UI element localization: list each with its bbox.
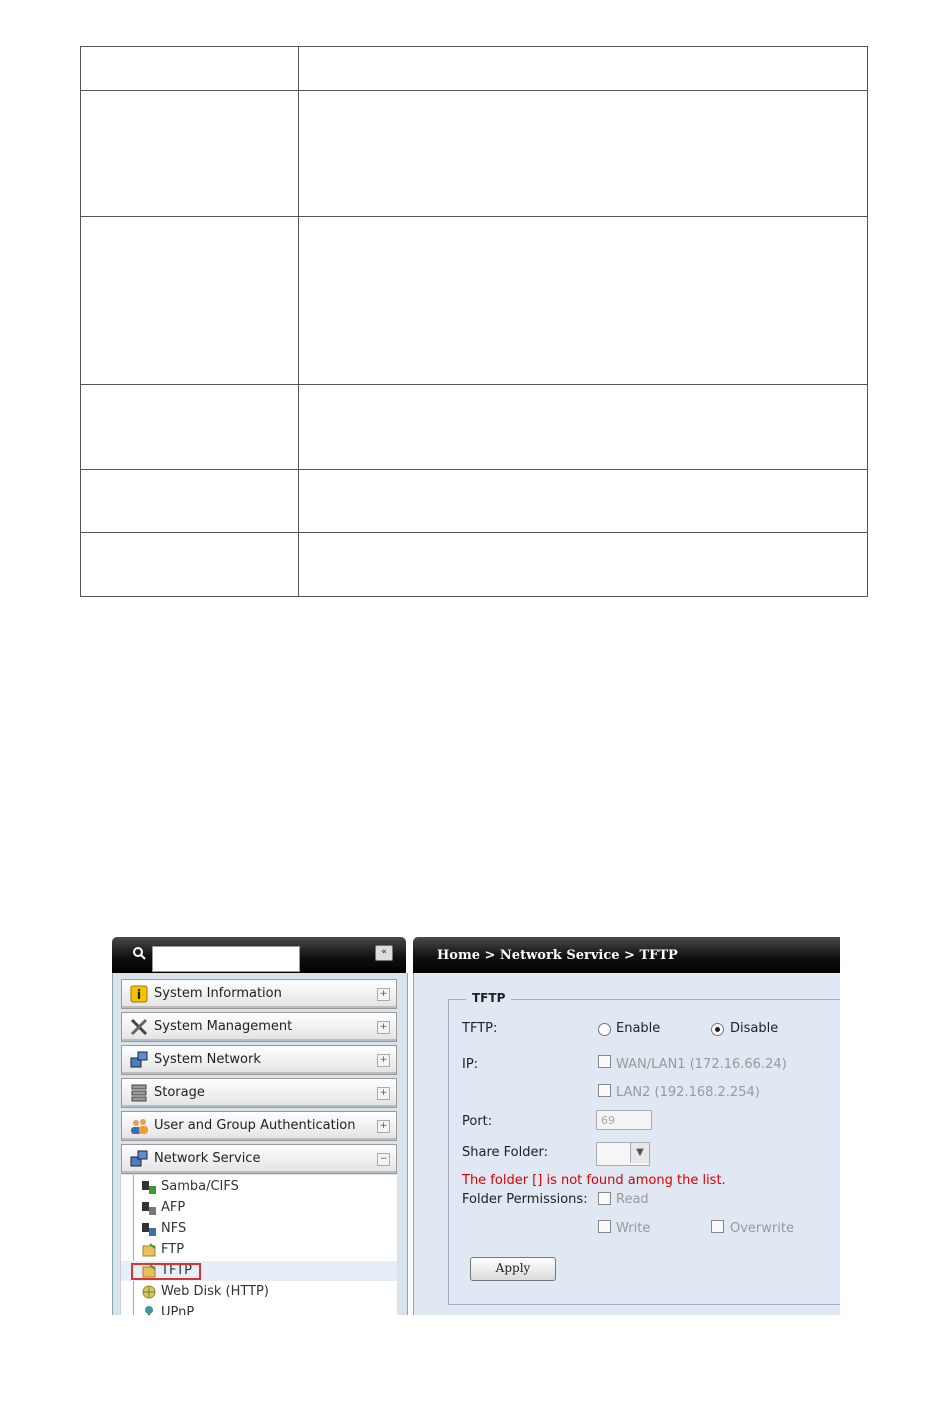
menu-item-system-management[interactable] — [121, 1012, 397, 1042]
menu-item-storage[interactable] — [121, 1078, 397, 1108]
nfs-icon — [141, 1221, 157, 1237]
submenu-item-label: TFTP — [161, 1263, 192, 1278]
menu-item-label: User and Group Authentication — [154, 1118, 356, 1133]
menu-item-user-group-authentication[interactable] — [121, 1111, 397, 1141]
submenu-item-web-disk[interactable] — [121, 1282, 397, 1302]
menu-item-label: System Network — [154, 1052, 261, 1067]
table-cell — [81, 47, 299, 91]
tools-icon — [129, 1017, 149, 1037]
fieldset-legend: TFTP — [466, 991, 511, 1005]
enable-label: Enable — [616, 1021, 661, 1036]
tftp-settings-screenshot — [112, 935, 840, 1315]
submenu-item-label: Samba/CIFS — [161, 1179, 239, 1194]
expand-icon[interactable]: + — [377, 1054, 390, 1067]
expand-icon[interactable]: + — [377, 1021, 390, 1034]
table-cell — [81, 470, 299, 533]
collapse-icon[interactable]: − — [377, 1153, 390, 1166]
collapse-sidebar-button[interactable]: « — [375, 945, 393, 961]
port-input[interactable]: 69 — [596, 1110, 652, 1130]
expand-icon[interactable]: + — [377, 1120, 390, 1133]
enable-radio[interactable] — [598, 1023, 611, 1036]
expand-icon[interactable]: + — [377, 988, 390, 1001]
table-cell — [299, 533, 868, 597]
tftp-highlight-box — [131, 1263, 201, 1280]
lan2-label: LAN2 (192.168.2.254) — [616, 1085, 760, 1100]
search-input[interactable] — [152, 946, 300, 972]
submenu-item-label: FTP — [161, 1242, 185, 1257]
svg-text:i: i — [136, 988, 142, 1003]
network-icon — [129, 1050, 149, 1070]
document-table — [80, 46, 868, 597]
menu-item-label: Network Service — [154, 1151, 261, 1166]
overwrite-checkbox[interactable] — [711, 1220, 724, 1233]
lan2-checkbox[interactable] — [598, 1084, 611, 1097]
menu-item-system-information[interactable] — [121, 979, 397, 1009]
content-header — [413, 937, 840, 973]
read-checkbox[interactable] — [598, 1192, 611, 1205]
breadcrumb: Home > Network Service > TFTP — [437, 948, 678, 963]
table-cell — [299, 91, 868, 217]
table-cell — [81, 533, 299, 597]
submenu-item-label: UPnP — [161, 1305, 195, 1315]
port-label: Port: — [462, 1114, 493, 1129]
write-checkbox[interactable] — [598, 1220, 611, 1233]
folder-error-message: The folder [] is not found among the list. — [462, 1173, 726, 1188]
menu-item-label: Storage — [154, 1085, 205, 1100]
table-cell — [299, 470, 868, 533]
table-cell — [81, 385, 299, 470]
storage-icon — [129, 1083, 149, 1103]
sidebar-header — [112, 937, 406, 973]
search-icon — [132, 946, 146, 960]
wan-lan1-checkbox[interactable] — [598, 1055, 611, 1068]
network-service-submenu — [120, 1175, 397, 1315]
submenu-item-nfs[interactable] — [121, 1219, 397, 1239]
afp-icon — [141, 1200, 157, 1216]
submenu-item-ftp[interactable] — [121, 1240, 397, 1260]
upnp-icon — [141, 1305, 157, 1315]
content-panel — [413, 973, 840, 1315]
web-disk-icon — [141, 1284, 157, 1300]
disable-label: Disable — [730, 1021, 779, 1036]
table-cell — [299, 47, 868, 91]
menu-item-system-network[interactable] — [121, 1045, 397, 1075]
apply-button[interactable]: Apply — [470, 1257, 556, 1281]
tftp-label: TFTP: — [462, 1021, 498, 1036]
table-cell — [81, 91, 299, 217]
wan-lan1-label: WAN/LAN1 (172.16.66.24) — [616, 1057, 787, 1072]
write-label: Write — [616, 1221, 651, 1236]
read-label: Read — [616, 1192, 649, 1207]
share-folder-label: Share Folder: — [462, 1145, 548, 1160]
submenu-item-afp[interactable] — [121, 1198, 397, 1218]
expand-icon[interactable]: + — [377, 1087, 390, 1100]
share-folder-select[interactable] — [596, 1142, 650, 1166]
menu-item-label: System Management — [154, 1019, 293, 1034]
network-service-icon — [129, 1149, 149, 1169]
menu-item-network-service[interactable] — [121, 1144, 397, 1174]
menu-item-label: System Information — [154, 986, 282, 1001]
table-cell — [299, 217, 868, 385]
submenu-item-label: AFP — [161, 1200, 186, 1215]
ip-label: IP: — [462, 1057, 479, 1072]
samba-icon — [141, 1179, 157, 1195]
disable-radio[interactable] — [711, 1023, 724, 1036]
submenu-item-label: NFS — [161, 1221, 187, 1236]
users-icon — [129, 1116, 149, 1136]
ftp-icon — [141, 1242, 157, 1258]
table-cell — [81, 217, 299, 385]
overwrite-label: Overwrite — [730, 1221, 794, 1236]
folder-permissions-label: Folder Permissions: — [462, 1192, 588, 1207]
submenu-item-upnp[interactable] — [121, 1303, 397, 1315]
table-cell — [299, 385, 868, 470]
chevron-down-icon[interactable]: ▼ — [630, 1143, 649, 1163]
info-icon — [129, 984, 149, 1004]
submenu-item-samba[interactable] — [121, 1177, 397, 1197]
submenu-item-label: Web Disk (HTTP) — [161, 1284, 269, 1299]
